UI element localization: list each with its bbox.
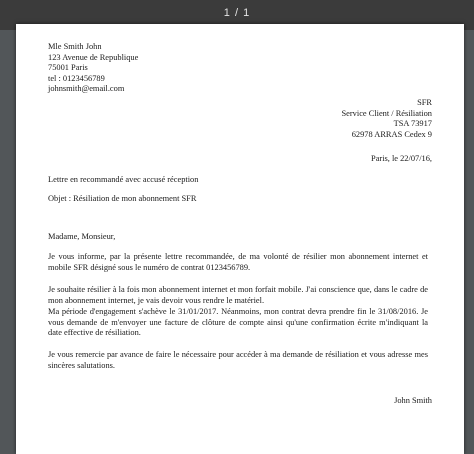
sender-name: Mle Smith John	[48, 42, 102, 51]
letter-page	[16, 24, 464, 454]
salutation: Madame, Monsieur,	[48, 232, 116, 241]
date-line: Paris, le 22/07/16,	[371, 154, 432, 163]
paragraph-2: Je souhaite résilier à la fois mon abonnement internet et mon forfait mobile. J'ai conscience que, dans le cadre de mon abonnement internet, je vais devoir vous rendre le matériel.	[48, 285, 428, 305]
recipient-block	[342, 98, 432, 140]
paragraph-3: Ma période d'engagement s'achève le 31/01/2017. Néanmoins, mon contrat devra prendre fin le 31/08/2016. Je vous demande de m'envoyer une facture de clôture de compte ainsi qu'une confirmation écrite m'indiquant la date effective de résiliation.	[48, 307, 428, 338]
sender-phone: tel : 0123456789	[48, 73, 105, 83]
recipient-name: SFR	[417, 98, 432, 107]
sender-email: johnsmith@email.com	[48, 84, 125, 94]
registered-mail-mention: Lettre en recommandé avec accusé réception	[48, 175, 199, 184]
sender-street: 123 Avenue de Republique	[48, 52, 139, 62]
sender-block	[48, 42, 138, 95]
paragraph-4: Je vous remercie par avance de faire le nécessaire pour accéder à ma demande de résiliation et vous adresse mes sincères salutations.	[48, 350, 428, 370]
recipient-city: 62978 ARRAS Cedex 9	[351, 129, 432, 139]
recipient-box: TSA 73917	[393, 119, 432, 129]
paragraph-1: Je vous informe, par la présente lettre recommandée, de ma volonté de résilier mon abonnement internet et mobile SFR désigné sous le numéro de contrat 0123456789.	[48, 252, 428, 272]
letter-object: Objet : Résiliation de mon abonnement SFR	[48, 194, 197, 203]
recipient-service: Service Client / Résiliation	[341, 108, 432, 118]
page-counter: 1 / 1	[223, 7, 251, 19]
signature: John Smith	[394, 396, 432, 405]
sender-city: 75001 Paris	[48, 63, 88, 73]
